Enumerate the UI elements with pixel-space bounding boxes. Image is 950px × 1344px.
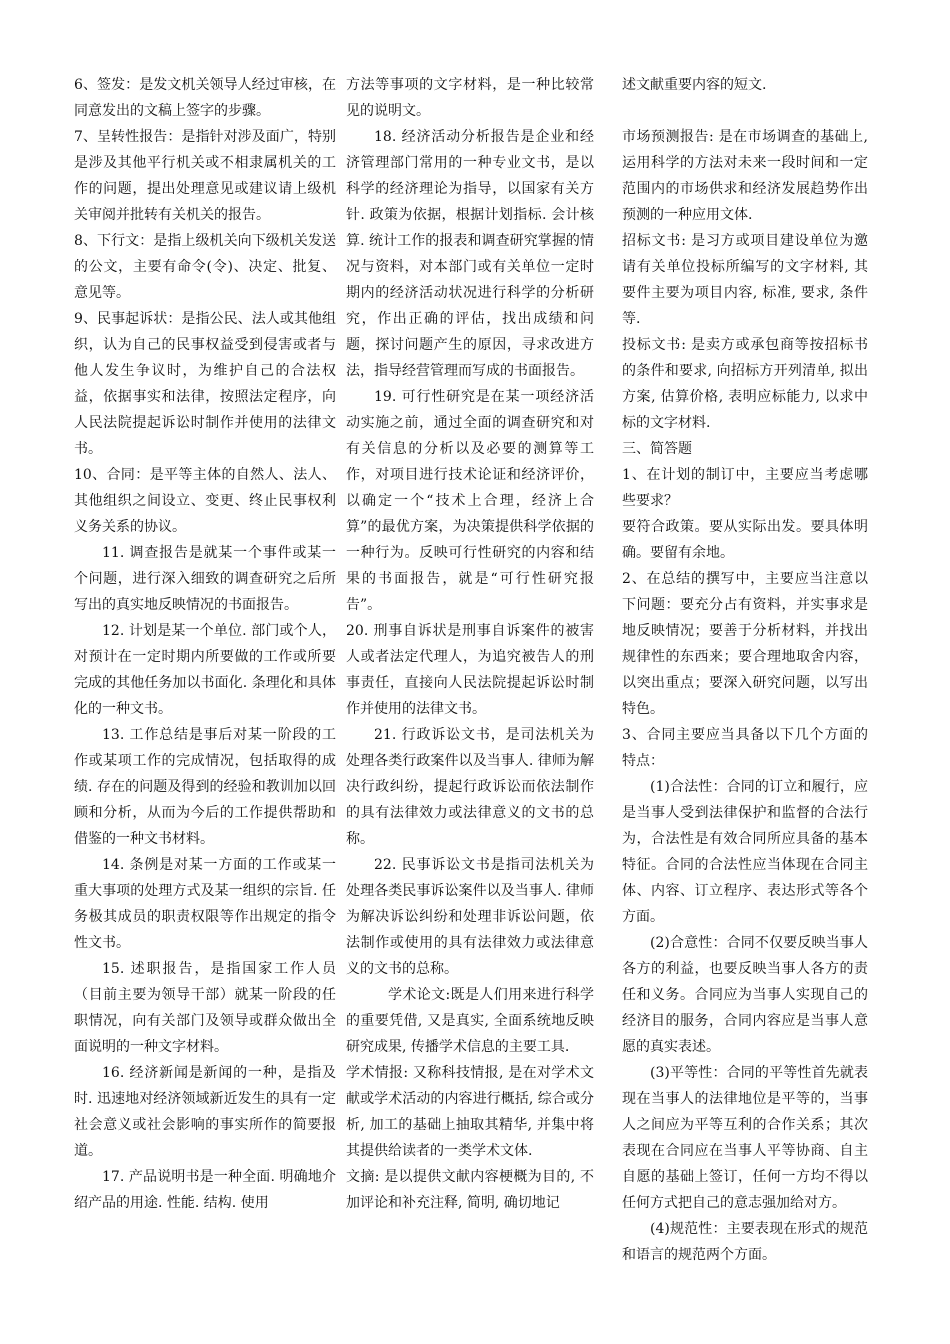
term-tender-document: 招标文书: 是习方或项目建设单位为邀请有关单位投标所编写的文字材料, 其要件主要为项目内容, 标准, 要求, 条件等.	[622, 233, 868, 327]
term-abstract-cont: 述文献重要内容的短文.	[622, 77, 767, 93]
term-xiaxingwen: 8、下行文：是指上级机关向下级机关发送的公文，主要有命令(令)、决定、批复、意见等。	[74, 233, 336, 301]
term-investigation-report: 11. 调查报告是就某一个事件或某一个问题，进行深入细致的调查研究之后所写出的真实地反映情况的书面报告。	[74, 545, 336, 613]
term-criminal-complaint: 20. 刑事自诉状是刑事自诉案件的被害人或者法定代理人，为追究被告人的刑事责任，直接向人民法院提起诉讼时制作并使用的法律文书。	[346, 623, 594, 717]
answer-1: 要符合政策。要从实际出发。要具体明确。要留有余地。	[622, 519, 868, 561]
question-1: 1、在计划的制订中，主要应当考虑哪些要求？	[622, 467, 868, 509]
term-academic-paper: 学术论文:既是人们用来进行科学的重要凭借, 又是真实, 全面系统地反映研究成果, 传播学术信息的主要工具.	[346, 987, 594, 1055]
term-regulation: 14. 条例是对某一方面的工作或某一重大事项的处理方式及某一组织的宗旨. 任务极其成员的职责权限等作出规定的指令性文书。	[74, 857, 336, 951]
answer-3-legality: (1)合法性：合同的订立和履行，应是当事人受到法律保护和监督的合法行为，合法性是有效合同所应具备的基本特征。合同的合法性应当体现在合同主体、内容、订立程序、表达形式等各个方面。	[622, 779, 868, 925]
term-civil-complaint: 9、民事起诉状：是指公民、法人或其他组织，认为自己的民事权益受到侵害或者与他人发生争议时，为维护自己的合法权益，依据事实和法律，按照法定程序，向人民法院提起诉讼时制作并使用的法律文书。	[74, 311, 336, 457]
question-2: 2、在总结的撰写中，主要应当注意以下问题：要充分占有资料，并实事求是地反映情况；要善于分析材料，并找出规律性的东西来；要合理地取舍内容，以突出重点；要深入研究问题，以写出特色。	[622, 571, 868, 717]
term-abstract: 文摘: 是以提供文献内容梗概为目的, 不加评论和补充注释, 简明, 确切地记	[346, 1169, 594, 1211]
term-contract: 10、合同：是平等主体的自然人、法人、其他组织之间设立、变更、终止民事权利义务关系的协议。	[74, 467, 336, 535]
term-chengzhuan-report: 7、呈转性报告：是指针对涉及面广，特别是涉及其他平行机关或不相隶属机关的工作的问题，提出处理意见或建议请上级机关审阅并批转有关机关的报告。	[74, 129, 336, 223]
term-duty-report: 15. 述职报告，是指国家工作人员（目前主要为领导干部）就某一阶段的任职情况，向有关部门及领导或群众做出全面说明的一种文字材料。	[74, 961, 336, 1055]
term-plan: 12. 计划是某一个单位. 部门或个人，对预计在一定时期内所要做的工作或所要完成的其他任务加以书面化. 条理化和具体化的一种文书。	[74, 623, 336, 717]
section-heading: 三、简答题	[622, 441, 692, 457]
column-middle	[346, 72, 594, 1216]
term-market-forecast: 市场预测报告: 是在市场调查的基础上, 运用科学的方法对未来一段时间和一定范围内的市场供求和经济发展趋势作出预测的一种应用文体.	[622, 129, 868, 223]
term-civil-litigation: 22. 民事诉讼文书是指司法机关为处理各类民事诉讼案件以及当事人. 律师为解决诉讼纠纷和处理非诉讼问题，依法制作或使用的具有法律效力或法律意义的文书的总称。	[346, 857, 594, 977]
term-administrative-litigation: 21. 行政诉讼文书，是司法机关为处理各类行政案件以及当事人. 律师为解决行政纠纷，提起行政诉讼而依法制作的具有法律效力或法律意义的文书的总称。	[346, 727, 594, 847]
term-economic-news: 16. 经济新闻是新闻的一种，是指及时. 迅速地对经济领域新近发生的具有一定社会意义或社会影响的事实所作的简要报道。	[74, 1065, 336, 1159]
term-feasibility-study: 19. 可行性研究是在某一项经济活动实施之前，通过全面的调查研究和对有关信息的分析以及必要的测算等工作，对项目进行技术论证和经济评价，以确定一个“技术上合理，经济上合算”的最优方案，为决策提供科学依据的一种行为。反映可行性研究的内容和结果的书面报告，就是“可行性研究报告”。	[346, 389, 594, 613]
column-left	[74, 72, 336, 1216]
term-qianfa: 6、签发：是发文机关领导人经过审核，在同意发出的文稿上签字的步骤。	[74, 77, 336, 119]
term-product-manual: 17. 产品说明书是一种全面. 明确地介绍产品的用途. 性能. 结构. 使用	[74, 1169, 336, 1211]
answer-3-consensus: (2)合意性：合同不仅要反映当事人各方的利益，也要反映当事人各方的责任和义务。合同应为当事人实现自己的经济目的服务，合同内容应是当事人意愿的真实表述。	[622, 935, 868, 1055]
term-bid-document: 投标文书: 是卖方或承包商等按招标书的条件和要求, 向招标方开列清单, 拟出方案, 估算价格, 表明应标能力, 以求中标的文字材料.	[622, 337, 868, 431]
column-right	[622, 72, 868, 1268]
term-work-summary: 13. 工作总结是事后对某一阶段的工作或某项工作的完成情况，包括取得的成绩. 存在的问题及得到的经验和教训加以回顾和分析，从而为今后的工作提供帮助和借鉴的一种文书材料。	[74, 727, 336, 847]
question-3: 3、合同主要应当具备以下几个方面的特点：	[622, 727, 868, 769]
term-academic-intelligence: 学术情报: 又称科技情报, 是在对学术文献或学术活动的内容进行概括, 综合或分析, 加工的基础上抽取其精华, 并集中将其提供给读者的一类学术文体.	[346, 1065, 594, 1159]
term-economic-analysis-report: 18. 经济活动分析报告是企业和经济管理部门常用的一种专业文书，是以科学的经济理论为指导，以国家有关方针. 政策为依据，根据计划指标. 会计核算. 统计工作的报表和调查研究掌握的情况与资料，对本部门或有关单位一定时期内的经济活动状况进行科学的分析研究，作出正确的评估，找出成绩和问题，探讨问题产生的原因，寻求改进方法，指导经营管理而写成的书面报告。	[346, 129, 594, 379]
answer-3-equality: (3)平等性：合同的平等性首先就表现在当事人的法律地位是平等的，当事人之间应为平等互利的合作关系；其次表现在合同应在当事人平等协商、自主自愿的基础上签订，任何一方均不得以任何方式把自己的意志强加给对方。	[622, 1065, 868, 1211]
term-product-manual-cont: 方法等事项的文字材料，是一种比较常见的说明文。	[346, 77, 594, 119]
answer-3-normativity: (4)规范性：主要表现在形式的规范和语言的规范两个方面。	[622, 1221, 868, 1263]
